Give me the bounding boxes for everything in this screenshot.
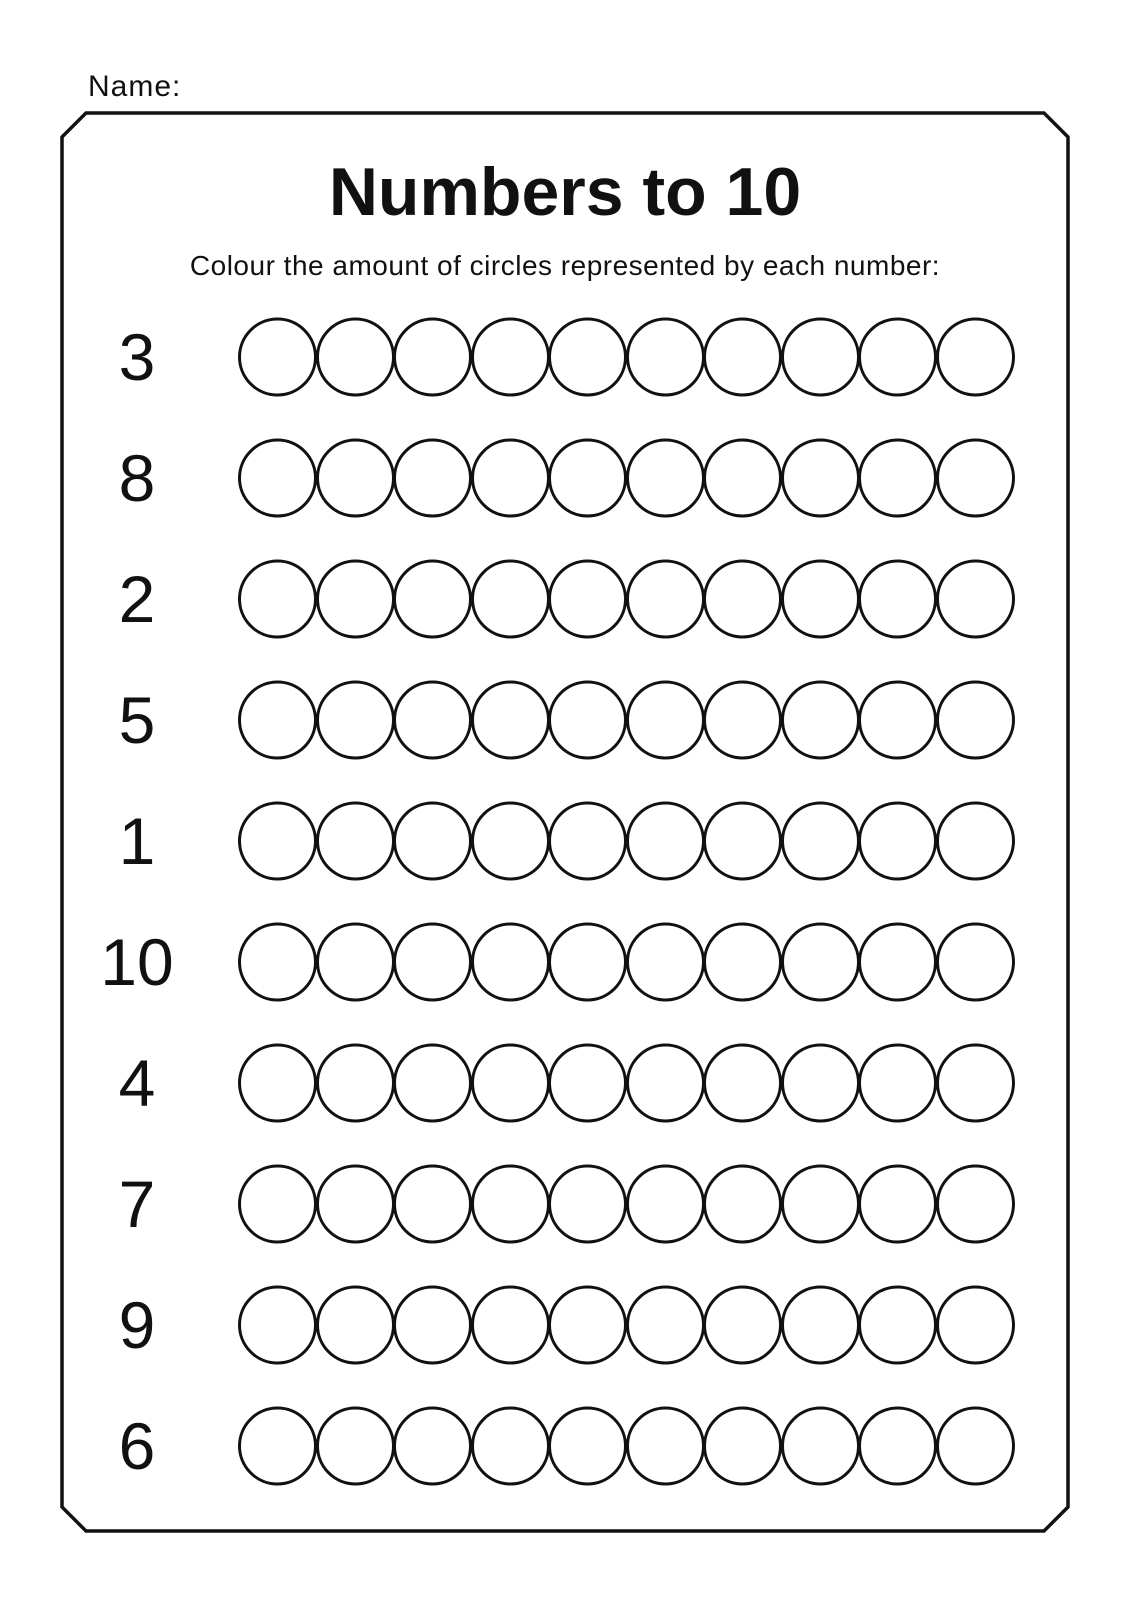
number-row — [0, 1022, 1131, 1144]
row-number: 3 — [118, 320, 156, 394]
colour-circle[interactable] — [238, 681, 317, 760]
colour-circle[interactable] — [626, 439, 705, 518]
number-row — [0, 1385, 1131, 1507]
colour-circle[interactable] — [238, 923, 317, 1002]
instruction-text: Colour the amount of circles represented by each number: — [189, 250, 941, 281]
colour-circle[interactable] — [858, 439, 937, 518]
colour-circle[interactable] — [548, 1286, 627, 1365]
colour-circle[interactable] — [626, 681, 705, 760]
colour-circle[interactable] — [393, 560, 472, 639]
row-number: 4 — [118, 1046, 156, 1120]
colour-circle[interactable] — [858, 1407, 937, 1486]
colour-circle[interactable] — [626, 923, 705, 1002]
circle-row — [238, 439, 1013, 518]
colour-circle[interactable] — [626, 1407, 705, 1486]
colour-circle[interactable] — [703, 439, 782, 518]
colour-circle[interactable] — [316, 1165, 395, 1244]
colour-circle[interactable] — [238, 560, 317, 639]
colour-circle[interactable] — [781, 802, 860, 881]
colour-circle[interactable] — [936, 439, 1015, 518]
colour-circle[interactable] — [703, 923, 782, 1002]
colour-circle[interactable] — [626, 318, 705, 397]
colour-circle[interactable] — [548, 802, 627, 881]
circle-row — [238, 560, 1013, 639]
colour-circle[interactable] — [316, 439, 395, 518]
circle-row — [238, 1044, 1013, 1123]
colour-circle[interactable] — [626, 1286, 705, 1365]
colour-circle[interactable] — [471, 439, 550, 518]
circle-row — [238, 318, 1013, 397]
colour-circle[interactable] — [703, 1044, 782, 1123]
colour-circle[interactable] — [471, 1407, 550, 1486]
colour-circle[interactable] — [626, 1044, 705, 1123]
circle-row — [238, 923, 1013, 1002]
colour-circle[interactable] — [626, 1165, 705, 1244]
number-row — [0, 901, 1131, 1023]
number-row — [0, 780, 1131, 902]
colour-circle[interactable] — [703, 681, 782, 760]
colour-circle[interactable] — [703, 560, 782, 639]
colour-circle[interactable] — [238, 1044, 317, 1123]
colour-circle[interactable] — [316, 802, 395, 881]
colour-circle[interactable] — [936, 681, 1015, 760]
name-label: Name: — [88, 70, 182, 103]
colour-circle[interactable] — [781, 1286, 860, 1365]
colour-circle[interactable] — [316, 1044, 395, 1123]
number-row — [0, 1264, 1131, 1386]
colour-circle[interactable] — [858, 923, 937, 1002]
number-row — [0, 1143, 1131, 1265]
number-row — [0, 417, 1131, 539]
colour-circle[interactable] — [781, 1165, 860, 1244]
colour-circle[interactable] — [781, 1407, 860, 1486]
colour-circle[interactable] — [393, 318, 472, 397]
row-number: 9 — [118, 1288, 156, 1362]
circle-row — [238, 1286, 1013, 1365]
colour-circle[interactable] — [781, 923, 860, 1002]
colour-circle[interactable] — [393, 802, 472, 881]
colour-circle[interactable] — [316, 1286, 395, 1365]
colour-circle[interactable] — [393, 1044, 472, 1123]
colour-circle[interactable] — [471, 560, 550, 639]
circle-row — [238, 802, 1013, 881]
colour-circle[interactable] — [471, 923, 550, 1002]
colour-circle[interactable] — [548, 439, 627, 518]
row-number: 8 — [118, 441, 156, 515]
colour-circle[interactable] — [471, 1286, 550, 1365]
colour-circle[interactable] — [316, 560, 395, 639]
colour-circle[interactable] — [393, 923, 472, 1002]
number-row — [0, 296, 1131, 418]
colour-circle[interactable] — [471, 1165, 550, 1244]
colour-circle[interactable] — [781, 318, 860, 397]
number-row — [0, 659, 1131, 781]
colour-circle[interactable] — [936, 1407, 1015, 1486]
colour-circle[interactable] — [858, 802, 937, 881]
colour-circle[interactable] — [703, 1286, 782, 1365]
colour-circle[interactable] — [548, 681, 627, 760]
colour-circle[interactable] — [238, 439, 317, 518]
colour-circle[interactable] — [471, 1044, 550, 1123]
colour-circle[interactable] — [393, 681, 472, 760]
colour-circle[interactable] — [316, 923, 395, 1002]
colour-circle[interactable] — [238, 1165, 317, 1244]
page-title: Numbers to 10 — [328, 154, 802, 230]
colour-circle[interactable] — [936, 1286, 1015, 1365]
colour-circle[interactable] — [316, 1407, 395, 1486]
colour-circle[interactable] — [781, 681, 860, 760]
colour-circle[interactable] — [548, 1407, 627, 1486]
row-number: 5 — [118, 683, 156, 757]
colour-circle[interactable] — [781, 560, 860, 639]
colour-circle[interactable] — [781, 439, 860, 518]
colour-circle[interactable] — [548, 318, 627, 397]
colour-circle[interactable] — [858, 1286, 937, 1365]
colour-circle[interactable] — [393, 439, 472, 518]
colour-circle[interactable] — [936, 560, 1015, 639]
colour-circle[interactable] — [393, 1165, 472, 1244]
colour-circle[interactable] — [548, 1165, 627, 1244]
colour-circle[interactable] — [393, 1286, 472, 1365]
colour-circle[interactable] — [393, 1407, 472, 1486]
row-number: 7 — [118, 1167, 156, 1241]
colour-circle[interactable] — [703, 802, 782, 881]
colour-circle[interactable] — [781, 1044, 860, 1123]
colour-circle[interactable] — [936, 318, 1015, 397]
colour-circle[interactable] — [703, 1407, 782, 1486]
row-number: 1 — [118, 804, 156, 878]
colour-circle[interactable] — [936, 923, 1015, 1002]
colour-circle[interactable] — [238, 318, 317, 397]
colour-circle[interactable] — [238, 802, 317, 881]
colour-circle[interactable] — [703, 1165, 782, 1244]
colour-circle[interactable] — [471, 681, 550, 760]
colour-circle[interactable] — [626, 560, 705, 639]
row-number: 10 — [100, 925, 174, 999]
colour-circle[interactable] — [858, 318, 937, 397]
colour-circle[interactable] — [936, 1165, 1015, 1244]
circle-row — [238, 1165, 1013, 1244]
colour-circle[interactable] — [316, 681, 395, 760]
colour-circle[interactable] — [548, 1044, 627, 1123]
circle-row — [238, 1407, 1013, 1486]
colour-circle[interactable] — [626, 802, 705, 881]
number-row — [0, 538, 1131, 660]
colour-circle[interactable] — [471, 318, 550, 397]
colour-circle[interactable] — [548, 923, 627, 1002]
colour-circle[interactable] — [471, 802, 550, 881]
circle-row — [238, 681, 1013, 760]
colour-circle[interactable] — [858, 681, 937, 760]
colour-circle[interactable] — [238, 1286, 317, 1365]
colour-circle[interactable] — [703, 318, 782, 397]
colour-circle[interactable] — [238, 1407, 317, 1486]
colour-circle[interactable] — [936, 1044, 1015, 1123]
colour-circle[interactable] — [316, 318, 395, 397]
colour-circle[interactable] — [858, 1044, 937, 1123]
colour-circle[interactable] — [858, 560, 937, 639]
row-number: 6 — [118, 1409, 156, 1483]
colour-circle[interactable] — [858, 1165, 937, 1244]
row-number: 2 — [118, 562, 156, 636]
colour-circle[interactable] — [548, 560, 627, 639]
colour-circle[interactable] — [936, 802, 1015, 881]
